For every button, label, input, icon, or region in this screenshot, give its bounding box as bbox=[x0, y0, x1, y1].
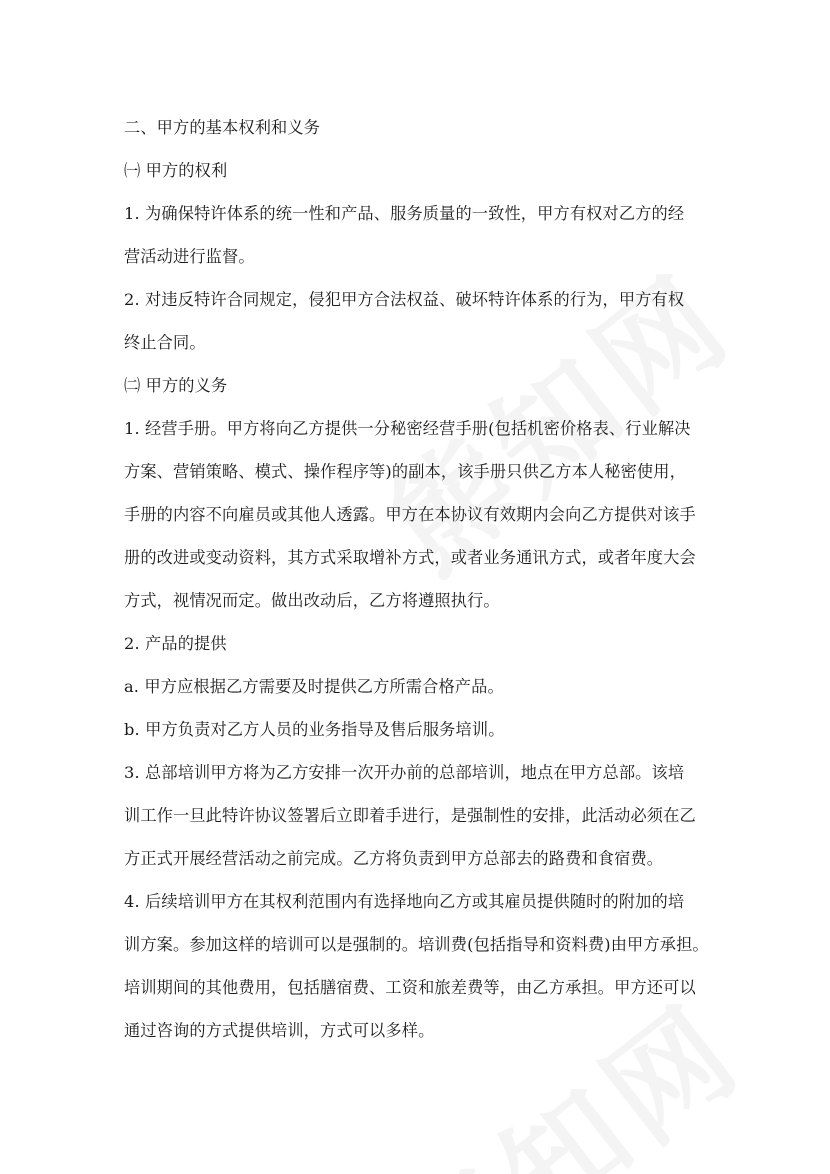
text-line: 方正式开展经营活动之前完成。乙方将负责到甲方总部去的路费和食宿费。 bbox=[124, 849, 664, 868]
text-line: 终止合同。 bbox=[124, 333, 206, 352]
text-line: a. 甲方应根据乙方需要及时提供乙方所需合格产品。 bbox=[124, 677, 504, 696]
text-line: 方案、营销策略、模式、操作程序等)的副本，该手册只供乙方本人秘密使用， bbox=[124, 462, 686, 481]
text-line: 1. 经营手册。甲方将向乙方提供一分秘密经营手册(包括机密价格表、行业解决 bbox=[124, 419, 691, 438]
text-line: 营活动进行监督。 bbox=[124, 247, 255, 266]
text-line: 册的改进或变动资料，其方式采取增补方式，或者业务通讯方式，或者年度大会 bbox=[124, 548, 696, 567]
text-line: 2. 对违反特许合同规定，侵犯甲方合法权益、破坏特许体系的行为，甲方有权 bbox=[124, 290, 685, 309]
document-body bbox=[124, 106, 714, 1052]
text-line: 培训期间的其他费用，包括膳宿费、工资和旅差费等，由乙方承担。甲方还可以 bbox=[124, 978, 696, 997]
text-line: 训方案。参加这样的培训可以是强制的。培训费(包括指导和资料费)由甲方承担。 bbox=[124, 935, 709, 954]
text-line: 手册的内容不向雇员或其他人透露。甲方在本协议有效期内会向乙方提供对该手 bbox=[124, 505, 696, 524]
subsection-heading-obligations: ㈡ 甲方的义务 bbox=[124, 376, 228, 395]
text-line: 训工作一旦此特许协议签署后立即着手进行，是强制性的安排，此活动必须在乙 bbox=[124, 806, 696, 825]
text-line: 2. 产品的提供 bbox=[124, 634, 227, 653]
text-line: 1. 为确保特许体系的统一性和产品、服务质量的一致性，甲方有权对乙方的经 bbox=[124, 204, 685, 223]
text-line: 3. 总部培训甲方将为乙方安排一次开办前的总部培训，地点在甲方总部。该培 bbox=[124, 763, 685, 782]
text-line: 通过咨询的方式提供培训，方式可以多样。 bbox=[124, 1021, 435, 1040]
section-heading: 二、甲方的基本权利和义务 bbox=[124, 118, 321, 137]
subsection-heading-rights: ㈠ 甲方的权利 bbox=[124, 161, 228, 180]
text-line: b. 甲方负责对乙方人员的业务指导及售后服务培训。 bbox=[124, 720, 505, 739]
text-line: 方式，视情况而定。做出改动后，乙方将遵照执行。 bbox=[124, 591, 500, 610]
text-line: 4. 后续培训甲方在其权利范围内有选择地向乙方或其雇员提供随时的附加的培 bbox=[124, 892, 685, 911]
